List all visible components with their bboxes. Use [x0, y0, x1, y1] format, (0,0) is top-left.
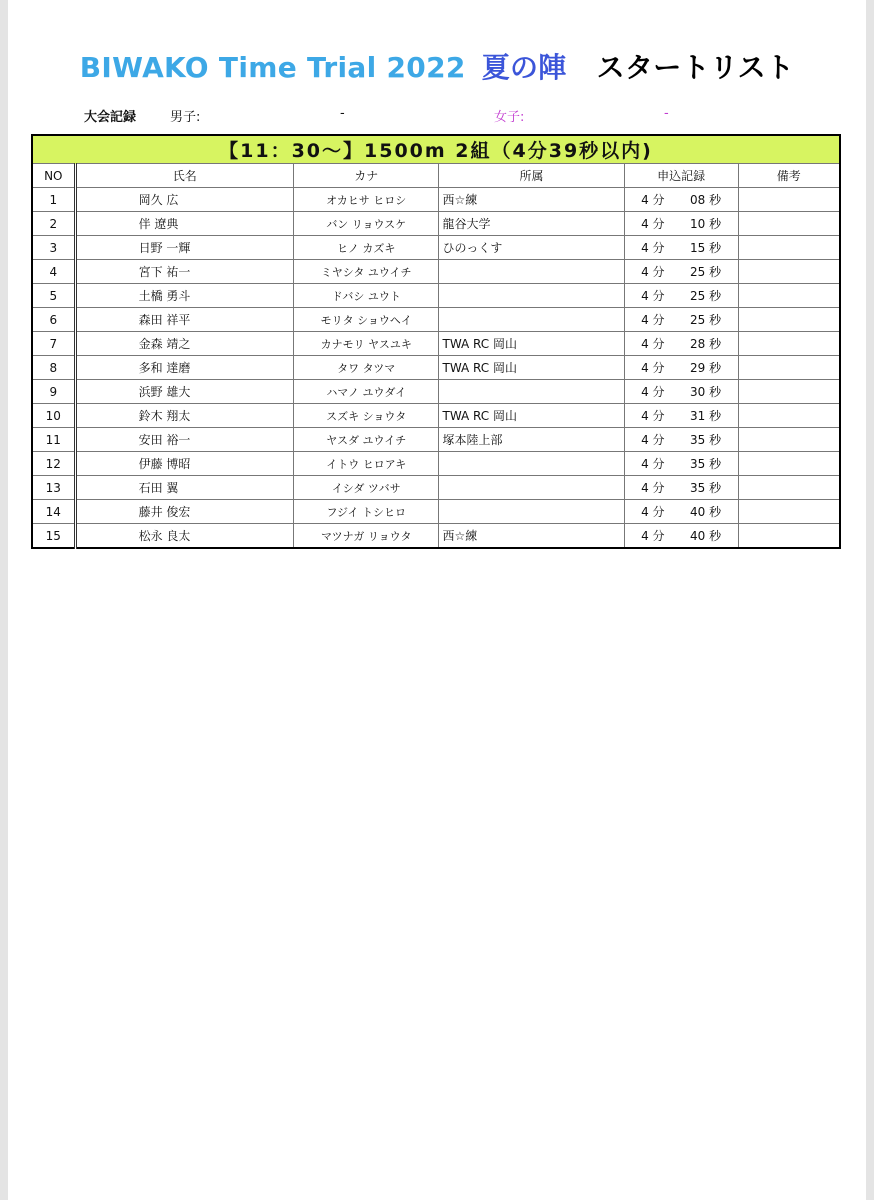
athlete-name: 石田 翼 [75, 476, 293, 500]
table-row [32, 332, 840, 356]
athlete-club: 西☆練 [439, 188, 624, 212]
entry-time-minutes: 4 分 [641, 193, 665, 207]
entry-time-seconds: 10 秒 [690, 217, 722, 231]
entry-time-minutes: 4 分 [641, 265, 665, 279]
men-record-label: 男子: [170, 110, 201, 125]
entry-time [624, 260, 738, 284]
column-header-entry-time: 申込記録 [624, 164, 738, 188]
athlete-kana: ドバシ ユウト [293, 284, 439, 308]
notes-cell [738, 284, 840, 308]
entry-time [624, 452, 738, 476]
notes-cell [738, 356, 840, 380]
athlete-club [439, 260, 624, 284]
athlete-kana: イトウ ヒロアキ [293, 452, 439, 476]
start-list-body [32, 188, 840, 549]
entry-time-minutes: 4 分 [641, 217, 665, 231]
entry-time-minutes: 4 分 [641, 529, 665, 543]
athlete-club [439, 284, 624, 308]
entry-time-seconds: 25 秒 [690, 289, 722, 303]
athlete-club: TWA RC 岡山 [439, 332, 624, 356]
women-record-label: 女子: [494, 110, 525, 125]
athlete-kana: フジイ トシヒロ [293, 500, 439, 524]
row-number: 2 [32, 212, 75, 236]
notes-cell [738, 452, 840, 476]
notes-cell [738, 524, 840, 549]
entry-time [624, 428, 738, 452]
entry-time-seconds: 35 秒 [690, 457, 722, 471]
table-row [32, 452, 840, 476]
table-row [32, 476, 840, 500]
column-header-name: 氏名 [75, 164, 293, 188]
page-edge-left [0, 0, 8, 1200]
athlete-club: 西☆練 [439, 524, 624, 549]
table-row [32, 404, 840, 428]
entry-time-seconds: 35 秒 [690, 481, 722, 495]
athlete-kana: オカヒサ ヒロシ [293, 188, 439, 212]
entry-time [624, 380, 738, 404]
row-number: 4 [32, 260, 75, 284]
athlete-kana: スズキ ショウタ [293, 404, 439, 428]
athlete-club: 龍谷大学 [439, 212, 624, 236]
entry-time-seconds: 29 秒 [690, 361, 722, 375]
athlete-club [439, 308, 624, 332]
athlete-club: 塚本陸上部 [439, 428, 624, 452]
title-event-name: BIWAKO Time Trial 2022 [79, 51, 466, 84]
notes-cell [738, 380, 840, 404]
column-header-kana: カナ [293, 164, 439, 188]
entry-time-seconds: 30 秒 [690, 385, 722, 399]
table-row [32, 356, 840, 380]
row-number: 10 [32, 404, 75, 428]
athlete-kana: ヒノ カズキ [293, 236, 439, 260]
table-row [32, 284, 840, 308]
entry-time-seconds: 28 秒 [690, 337, 722, 351]
athlete-name: 多和 達磨 [75, 356, 293, 380]
row-number: 14 [32, 500, 75, 524]
table-row [32, 380, 840, 404]
athlete-kana: ヤスダ ユウイチ [293, 428, 439, 452]
table-row [32, 524, 840, 549]
athlete-name: 森田 祥平 [75, 308, 293, 332]
athlete-name: 岡久 広 [75, 188, 293, 212]
athlete-name: 鈴木 翔太 [75, 404, 293, 428]
athlete-name: 伴 遼典 [75, 212, 293, 236]
athlete-name: 土橋 勇斗 [75, 284, 293, 308]
row-number: 13 [32, 476, 75, 500]
athlete-kana: バン リョウスケ [293, 212, 439, 236]
athlete-club [439, 500, 624, 524]
entry-time-minutes: 4 分 [641, 289, 665, 303]
entry-time [624, 212, 738, 236]
entry-time-seconds: 08 秒 [690, 193, 722, 207]
athlete-kana: タワ タツマ [293, 356, 439, 380]
entry-time [624, 524, 738, 549]
athlete-name: 藤井 俊宏 [75, 500, 293, 524]
athlete-name: 安田 裕一 [75, 428, 293, 452]
entry-time-minutes: 4 分 [641, 241, 665, 255]
heat-banner-row [32, 135, 840, 164]
entry-time-seconds: 31 秒 [690, 409, 722, 423]
entry-time-minutes: 4 分 [641, 505, 665, 519]
notes-cell [738, 332, 840, 356]
entry-time-minutes: 4 分 [641, 361, 665, 375]
column-header-no: NO [32, 164, 75, 188]
title-start-list: スタートリスト [596, 51, 795, 84]
athlete-name: 日野 一輝 [75, 236, 293, 260]
table-header-row [32, 164, 840, 188]
row-number: 12 [32, 452, 75, 476]
entry-time-minutes: 4 分 [641, 457, 665, 471]
table-row [32, 212, 840, 236]
athlete-club [439, 476, 624, 500]
athlete-kana: カナモリ ヤスユキ [293, 332, 439, 356]
entry-time-seconds: 15 秒 [690, 241, 722, 255]
row-number: 11 [32, 428, 75, 452]
notes-cell [738, 212, 840, 236]
athlete-name: 浜野 雄大 [75, 380, 293, 404]
entry-time-minutes: 4 分 [641, 433, 665, 447]
meet-record-label: 大会記録 [84, 110, 137, 125]
women-record-value: - [664, 106, 669, 121]
page-edge-right [866, 0, 874, 1200]
entry-time [624, 308, 738, 332]
entry-time-minutes: 4 分 [641, 337, 665, 351]
athlete-kana: モリタ ショウヘイ [293, 308, 439, 332]
athlete-kana: イシダ ツバサ [293, 476, 439, 500]
entry-time [624, 284, 738, 308]
athlete-kana: ハマノ ユウダイ [293, 380, 439, 404]
notes-cell [738, 404, 840, 428]
meet-record-line [84, 106, 804, 126]
row-number: 6 [32, 308, 75, 332]
row-number: 15 [32, 524, 75, 549]
notes-cell [738, 308, 840, 332]
notes-cell [738, 188, 840, 212]
entry-time-minutes: 4 分 [641, 409, 665, 423]
athlete-name: 伊藤 博昭 [75, 452, 293, 476]
entry-time-seconds: 35 秒 [690, 433, 722, 447]
column-header-notes: 備考 [738, 164, 840, 188]
entry-time [624, 500, 738, 524]
entry-time [624, 236, 738, 260]
heat-banner: 【11：30～】1500m 2組（4分39秒以内) [32, 135, 840, 164]
athlete-kana: ミヤシタ ユウイチ [293, 260, 439, 284]
entry-time-seconds: 40 秒 [690, 505, 722, 519]
entry-time [624, 476, 738, 500]
table-row [32, 188, 840, 212]
title-edition: 夏の陣 [481, 51, 567, 84]
row-number: 3 [32, 236, 75, 260]
entry-time-minutes: 4 分 [641, 313, 665, 327]
start-list-table [31, 134, 841, 549]
entry-time [624, 404, 738, 428]
table-row [32, 260, 840, 284]
row-number: 7 [32, 332, 75, 356]
row-number: 1 [32, 188, 75, 212]
entry-time-minutes: 4 分 [641, 481, 665, 495]
notes-cell [738, 476, 840, 500]
notes-cell [738, 428, 840, 452]
entry-time-seconds: 25 秒 [690, 265, 722, 279]
entry-time-seconds: 40 秒 [690, 529, 722, 543]
men-record-value: - [340, 106, 345, 121]
table-row [32, 236, 840, 260]
table-row [32, 500, 840, 524]
notes-cell [738, 236, 840, 260]
row-number: 5 [32, 284, 75, 308]
entry-time-minutes: 4 分 [641, 385, 665, 399]
entry-time-seconds: 25 秒 [690, 313, 722, 327]
athlete-name: 金森 靖之 [75, 332, 293, 356]
athlete-name: 松永 良太 [75, 524, 293, 549]
athlete-club [439, 452, 624, 476]
entry-time [624, 188, 738, 212]
athlete-kana: マツナガ リョウタ [293, 524, 439, 549]
notes-cell [738, 260, 840, 284]
athlete-club: TWA RC 岡山 [439, 356, 624, 380]
table-row [32, 428, 840, 452]
table-row [32, 308, 840, 332]
entry-time [624, 332, 738, 356]
athlete-name: 宮下 祐一 [75, 260, 293, 284]
column-header-club: 所属 [439, 164, 624, 188]
entry-time [624, 356, 738, 380]
athlete-club: TWA RC 岡山 [439, 404, 624, 428]
notes-cell [738, 500, 840, 524]
athlete-club [439, 380, 624, 404]
athlete-club: ひのっくす [439, 236, 624, 260]
page-title [0, 46, 874, 86]
row-number: 8 [32, 356, 75, 380]
row-number: 9 [32, 380, 75, 404]
